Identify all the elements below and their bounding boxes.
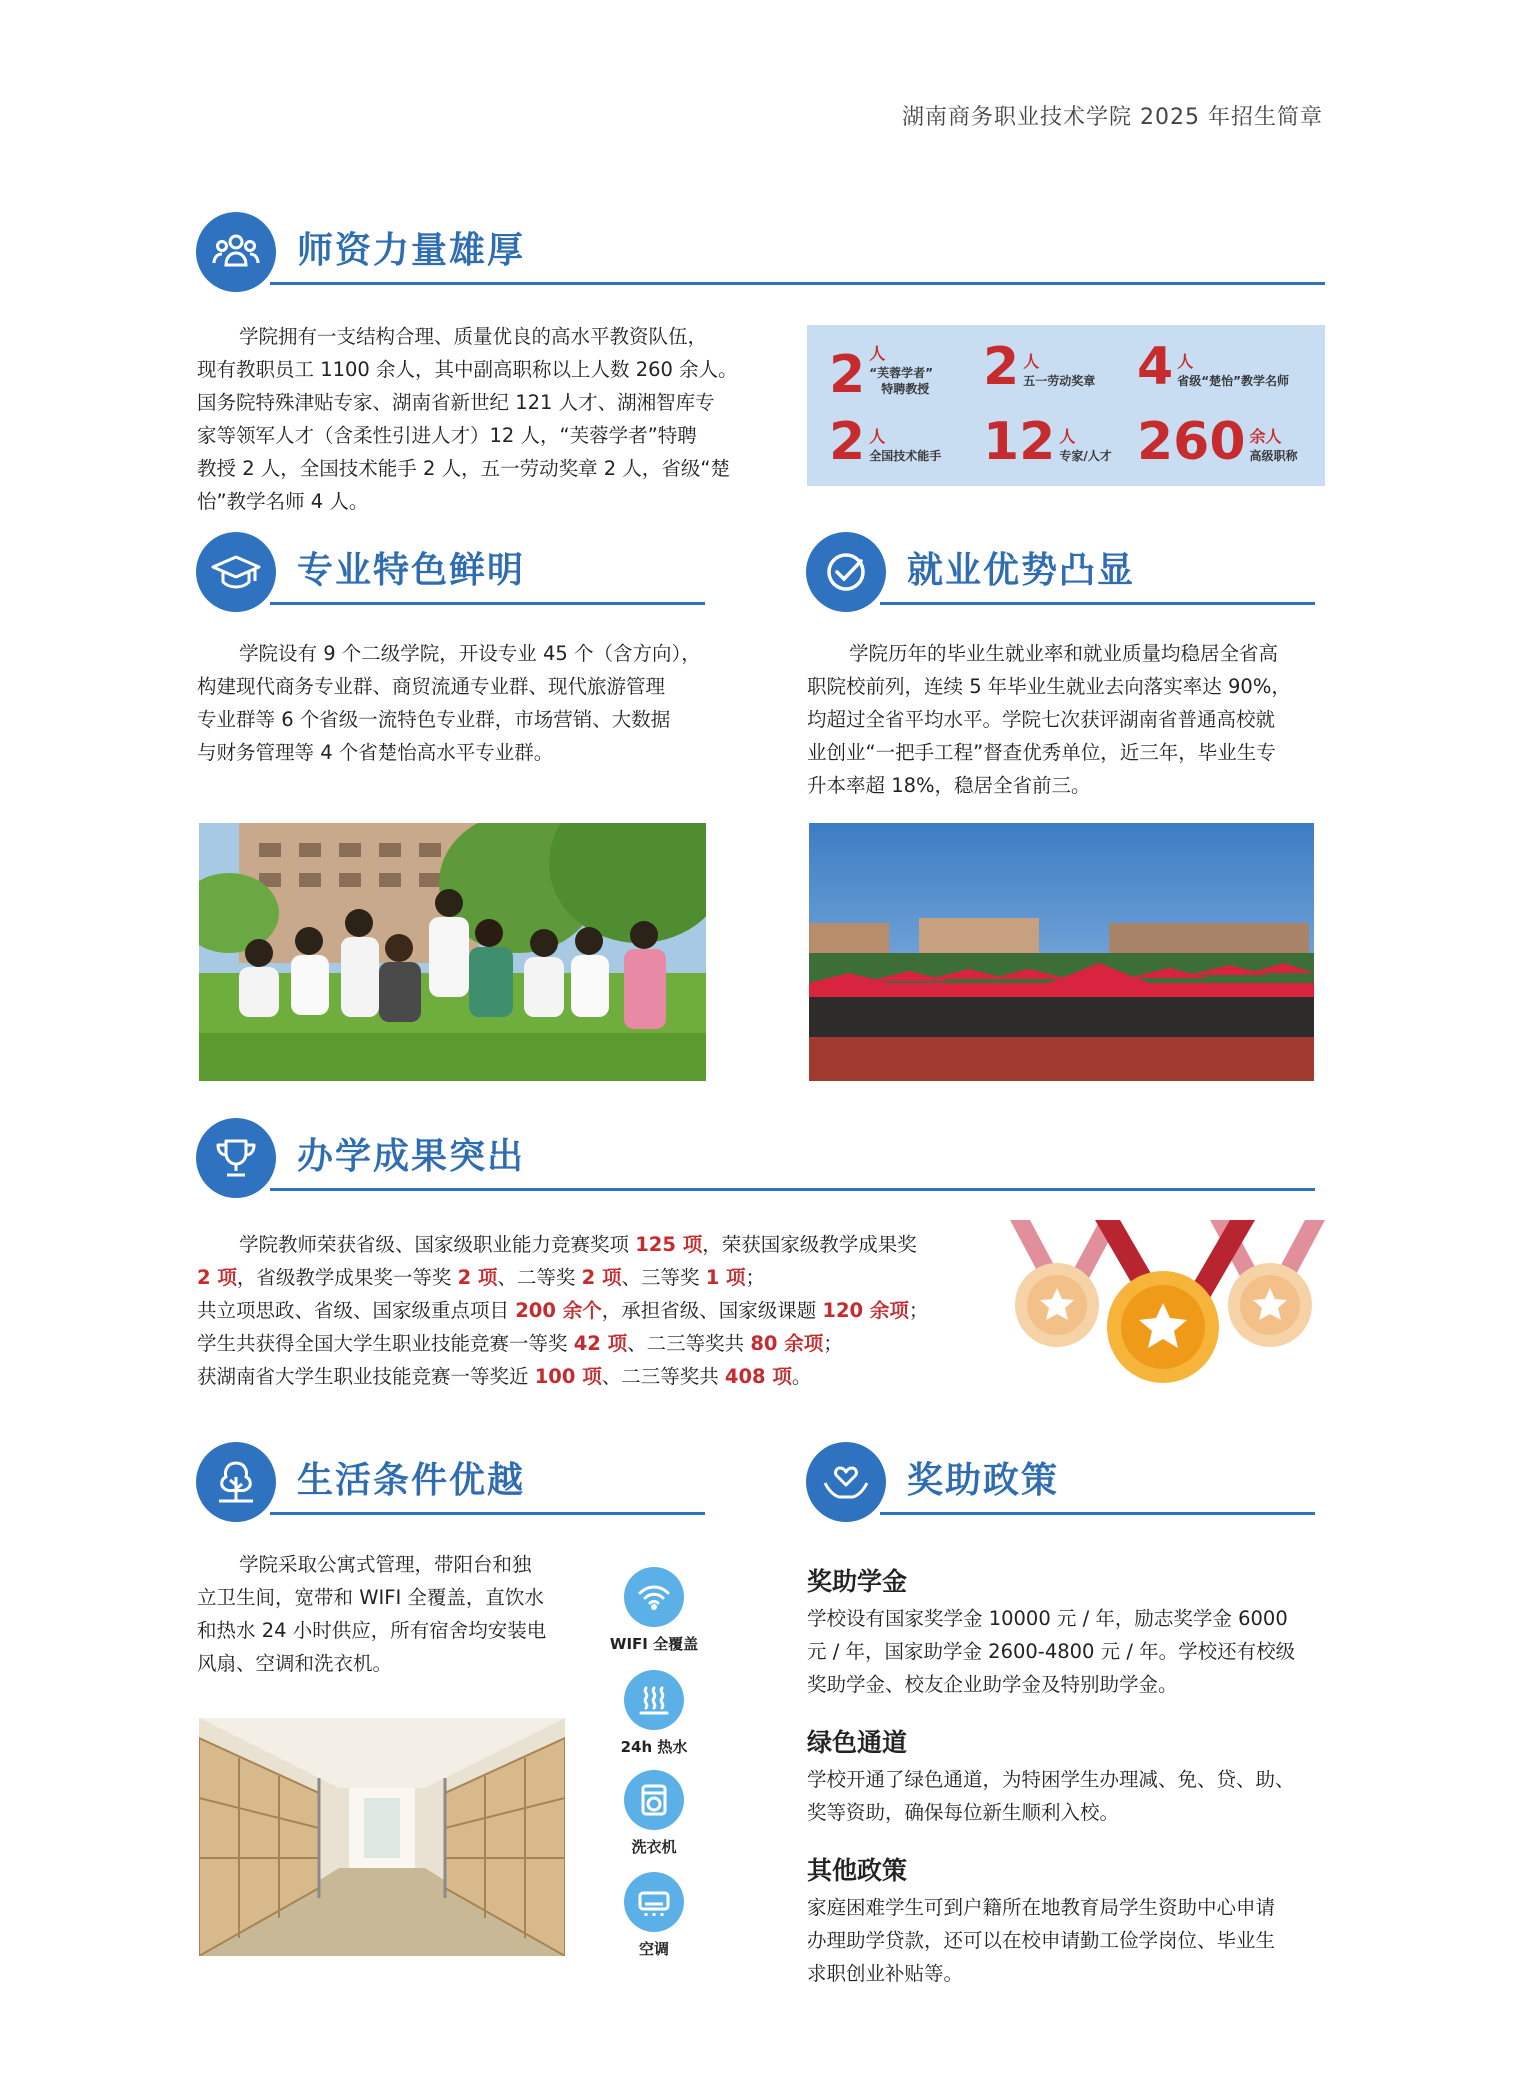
students-photo xyxy=(199,823,706,1081)
section-title-life: 生活条件优越 xyxy=(297,1460,526,1501)
section-title-faculty: 师资力量雄厚 xyxy=(297,230,526,271)
air-conditioner-icon xyxy=(624,1872,684,1932)
document-header: 湖南商务职业技术学院 2025 年招生简章 xyxy=(902,105,1323,130)
people-icon xyxy=(196,212,276,292)
stat-item: 12 人 专家/人才 xyxy=(983,412,1112,472)
amenity-label: 空调 xyxy=(638,1940,669,1958)
stat-item: 260 余人 高级职称 xyxy=(1137,412,1298,472)
hot-water-icon xyxy=(624,1670,684,1730)
washing-machine-icon xyxy=(624,1770,684,1830)
stat-item: 2 人 五一劳动奖章 xyxy=(983,337,1096,397)
life-paragraph: 学院采取公寓式管理，带阳台和独 立卫生间，宽带和 WIFI 全覆盖，直饮水 和热水 24 小时供应，所有宿舍均安装电 风扇、空调和洗衣机。 xyxy=(197,1553,547,1675)
checkmark-icon xyxy=(806,532,886,612)
section-divider xyxy=(880,1512,1315,1515)
section-title-major: 专业特色鲜明 xyxy=(297,550,526,591)
section-divider xyxy=(880,602,1315,605)
section-title-employment: 就业优势凸显 xyxy=(907,550,1136,591)
job-fair-photo xyxy=(809,823,1314,1081)
trophy-icon xyxy=(196,1118,276,1198)
employment-paragraph: 学院历年的毕业生就业率和就业质量均稳居全省高 职院校前列，连续 5 年毕业生就业去向落实率达 90%， 均超过全省平均水平。学院七次获评湖南省普通高校就 业创业“一把手工程”督查优秀单位，近三年，毕业生专 升本率超 18%，稳居全省前三。 xyxy=(807,642,1291,797)
tree-icon xyxy=(196,1442,276,1522)
medals-illustration xyxy=(1005,1215,1325,1390)
dormitory-photo xyxy=(199,1718,565,1956)
section-title-aid: 奖助政策 xyxy=(907,1460,1060,1501)
section-divider xyxy=(270,1188,1315,1191)
aid-content xyxy=(807,1562,1327,1990)
section-divider xyxy=(270,602,705,605)
section-title-achievement: 办学成果突出 xyxy=(297,1136,526,1177)
faculty-paragraph: 学院拥有一支结构合理、质量优良的高水平教资队伍， 现有教职员工 1100 余人，其中副高职称以上人数 260 余人。 国务院特殊津贴专家、湖南省新世纪 121 人才、湖湘智库专 家等领军人才（含柔性引进人才）12 人，“芙蓉学者”特聘 教授 2 人，全国技术能手 2 人，五一劳动奖章 2 人，省级“楚 怡”教学名师 4 人。 xyxy=(197,325,738,513)
wifi-icon xyxy=(624,1567,684,1627)
achievement-paragraph: 学院教师荣获省级、国家级职业能力竞赛奖项 125 项，荣获国家级教学成果奖 2 项，省级教学成果奖一等奖 2 项、二等奖 2 项、三等奖 1 项； 共立项思政、省级、国家级重点项目 200 余个，承担省级、国家级课题 120 余项； 学生共获得全国大学生职业技能竞赛一等奖 42 项、二三等奖共 80 余项； 获湖南省大学生职业技能竞赛一等奖近 100 项、二三等奖共 408 项。 xyxy=(197,1233,929,1388)
aid-text: 学校开通了绿色通道，为特困学生办理减、免、贷、助、 奖等资助，确保每位新生顺利入校。 xyxy=(807,1768,1295,1824)
stat-item: 2 人 全国技术能手 xyxy=(829,412,942,472)
graduation-cap-icon xyxy=(196,532,276,612)
major-paragraph: 学院设有 9 个二级学院，开设专业 45 个（含方向）， 构建现代商务专业群、商贸流通专业群、现代旅游管理 专业群等 6 个省级一流特色专业群，市场营销、大数据 与财务管理等 4 个省楚怡高水平专业群。 xyxy=(197,642,701,764)
stat-item: 2 人 “芙蓉学者” 特聘教授 xyxy=(829,344,933,405)
heart-hands-icon xyxy=(806,1442,886,1522)
amenity-label: 洗衣机 xyxy=(631,1838,677,1856)
section-divider xyxy=(270,1512,705,1515)
aid-heading: 其他政策 xyxy=(807,1856,908,1885)
aid-text: 学校设有国家奖学金 10000 元 / 年，励志奖学金 6000 元 / 年，国家助学金 2600-4800 元 / 年。学校还有校级 奖助学金、校友企业助学金及特别助学金。 xyxy=(807,1607,1296,1696)
amenity-label: 24h 热水 xyxy=(620,1738,688,1756)
stat-item: 4 人 省级“楚怡”教学名师 xyxy=(1137,337,1289,397)
section-divider xyxy=(270,282,1325,285)
amenity-label: WIFI 全覆盖 xyxy=(609,1635,699,1653)
aid-heading: 绿色通道 xyxy=(807,1728,908,1757)
faculty-stats-panel xyxy=(807,325,1325,486)
aid-heading: 奖助学金 xyxy=(807,1567,908,1596)
aid-text: 家庭困难学生可到户籍所在地教育局学生资助中心申请 办理助学贷款，还可以在校申请勤工俭学岗位、毕业生 求职创业补贴等。 xyxy=(807,1896,1276,1985)
